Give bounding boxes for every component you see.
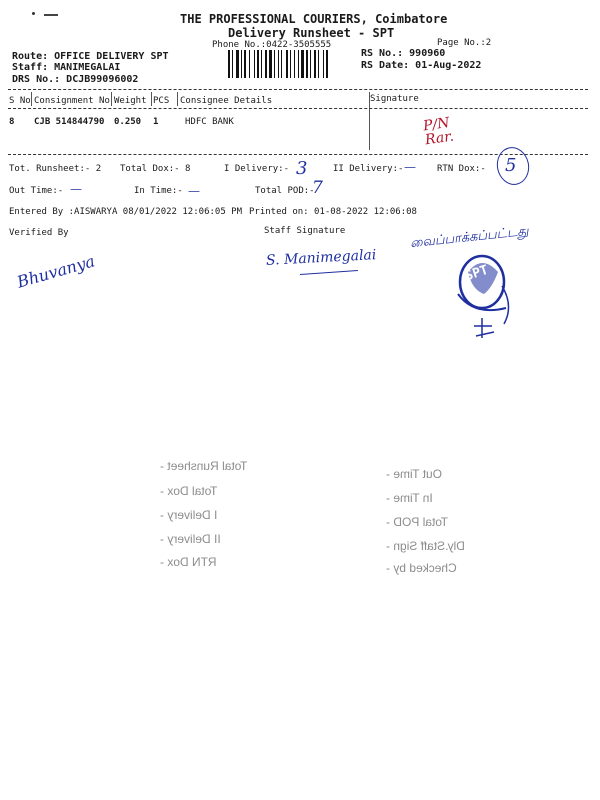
col-header-consignee: Consignee Details (180, 96, 273, 106)
barcode-bar (290, 50, 291, 78)
barcode (228, 50, 352, 78)
barcode-bar (318, 50, 319, 78)
barcode-bar (232, 50, 233, 78)
verified-by-label: Verified By (9, 228, 69, 238)
rs-date: RS Date: 01-Aug-2022 (361, 60, 482, 71)
bleed-through-text: Out Time - (386, 467, 443, 481)
tot-runsheet: Tot. Runsheet:- 2 (9, 164, 102, 174)
drs-number: DRS No.: DCJB99096002 (12, 74, 139, 85)
scan-speck (32, 12, 35, 15)
barcode-bar (249, 50, 250, 78)
barcode-bar (257, 50, 259, 78)
barcode-bar (306, 50, 308, 78)
barcode-bar (298, 50, 299, 78)
phone-number: Phone No.:0422-3505555 (212, 40, 332, 50)
barcode-bar (294, 50, 295, 78)
cell-sno: 8 (9, 117, 15, 127)
total-pod-handwritten: 7 (312, 178, 323, 198)
ii-delivery-handwritten: — (404, 160, 416, 174)
cell-consignment: CJB 514844790 (34, 117, 105, 127)
printed-on: Printed on: 01-08-2022 12:06:08 (249, 207, 417, 217)
bleed-through-text: Total Dox - (160, 484, 218, 498)
route-label: Route: OFFICE DELIVERY SPT (12, 51, 169, 62)
barcode-bar (228, 50, 230, 78)
verified-signature: Bhuvanya (14, 251, 97, 292)
barcode-bar (314, 50, 316, 78)
col-divider (151, 92, 152, 106)
stamp-text: SPT (463, 262, 491, 285)
cell-signature-handwritten: P/N Rar. (422, 114, 455, 149)
barcode-bar (254, 50, 255, 78)
barcode-bar (301, 50, 304, 78)
out-time-handwritten: — (70, 182, 82, 196)
barcode-bar (244, 50, 246, 78)
barcode-bar (274, 50, 275, 78)
barcode-bar (323, 50, 324, 78)
rtn-dox-label: RTN Dox:- (437, 164, 486, 174)
scan-speck (44, 14, 58, 16)
entered-by: Entered By :AISWARYA 08/01/2022 12:06:05 PM (9, 207, 242, 217)
cell-weight: 0.250 (114, 117, 142, 127)
barcode-bar (286, 50, 288, 78)
col-header-consignment: Consignment No (34, 96, 110, 106)
col-divider (31, 92, 32, 106)
document-title: Delivery Runsheet - SPT (228, 26, 395, 40)
bleed-through-text: Checked by - (386, 561, 457, 575)
barcode-bar (278, 50, 279, 78)
col-header-weight: Weight (114, 96, 147, 106)
barcode-bar (265, 50, 267, 78)
bleed-through-text: In Time - (386, 491, 433, 505)
staff-signature: S. Manimegalai (265, 247, 377, 269)
barcode-bar (269, 50, 272, 78)
office-stamp (444, 246, 534, 346)
tamil-handwritten-note: வைப்பாக்கப்பட்டது (409, 223, 530, 252)
in-time-handwritten: — (188, 184, 200, 198)
bleed-through-text: Total POD - (386, 515, 449, 529)
barcode-bar (281, 50, 282, 78)
bleed-through-text: Dly.Staff Sign - (386, 539, 465, 553)
bleed-through-text: RTN Dox - (160, 555, 217, 569)
col-header-pcs: PCS (153, 96, 170, 106)
col-divider (177, 92, 178, 106)
col-header-signature: Signature (370, 94, 419, 104)
i-delivery-label: I Delivery:- (224, 164, 290, 174)
table-header-rule (8, 108, 588, 109)
col-divider (111, 92, 112, 106)
bleed-through-text: II Delivery - (160, 532, 221, 546)
i-delivery-handwritten: 3 (296, 158, 308, 179)
cell-consignee: HDFC BANK (185, 117, 234, 127)
table-top-rule (8, 89, 588, 90)
ii-delivery-label: II Delivery:- (333, 164, 404, 174)
out-time-label: Out Time:- (9, 186, 64, 196)
bleed-through-text: I Delivery - (160, 508, 218, 522)
barcode-bar (241, 50, 242, 78)
in-time-label: In Time:- (134, 186, 183, 196)
total-dox: Total Dox:- 8 (120, 164, 191, 174)
rs-number: RS No.: 990960 (361, 48, 446, 59)
barcode-bar (236, 50, 239, 78)
rtn-dox-handwritten: 5 (505, 155, 517, 176)
page-number: Page No.:2 (437, 38, 492, 48)
signature-column-divider (369, 92, 370, 150)
bleed-through-text: Total Runsheet - (160, 459, 248, 473)
cell-pcs: 1 (153, 117, 159, 127)
barcode-bar (261, 50, 262, 78)
staff-label: Staff: MANIMEGALAI (12, 62, 121, 73)
total-pod-label: Total POD:- (255, 186, 315, 196)
company-name: THE PROFESSIONAL COURIERS, Coimbatore (180, 12, 448, 26)
col-header-sno: S No (9, 96, 31, 106)
staff-signature-label: Staff Signature (264, 226, 346, 236)
barcode-bar (310, 50, 311, 78)
staff-signature-underline (300, 270, 358, 275)
barcode-bar (326, 50, 328, 78)
